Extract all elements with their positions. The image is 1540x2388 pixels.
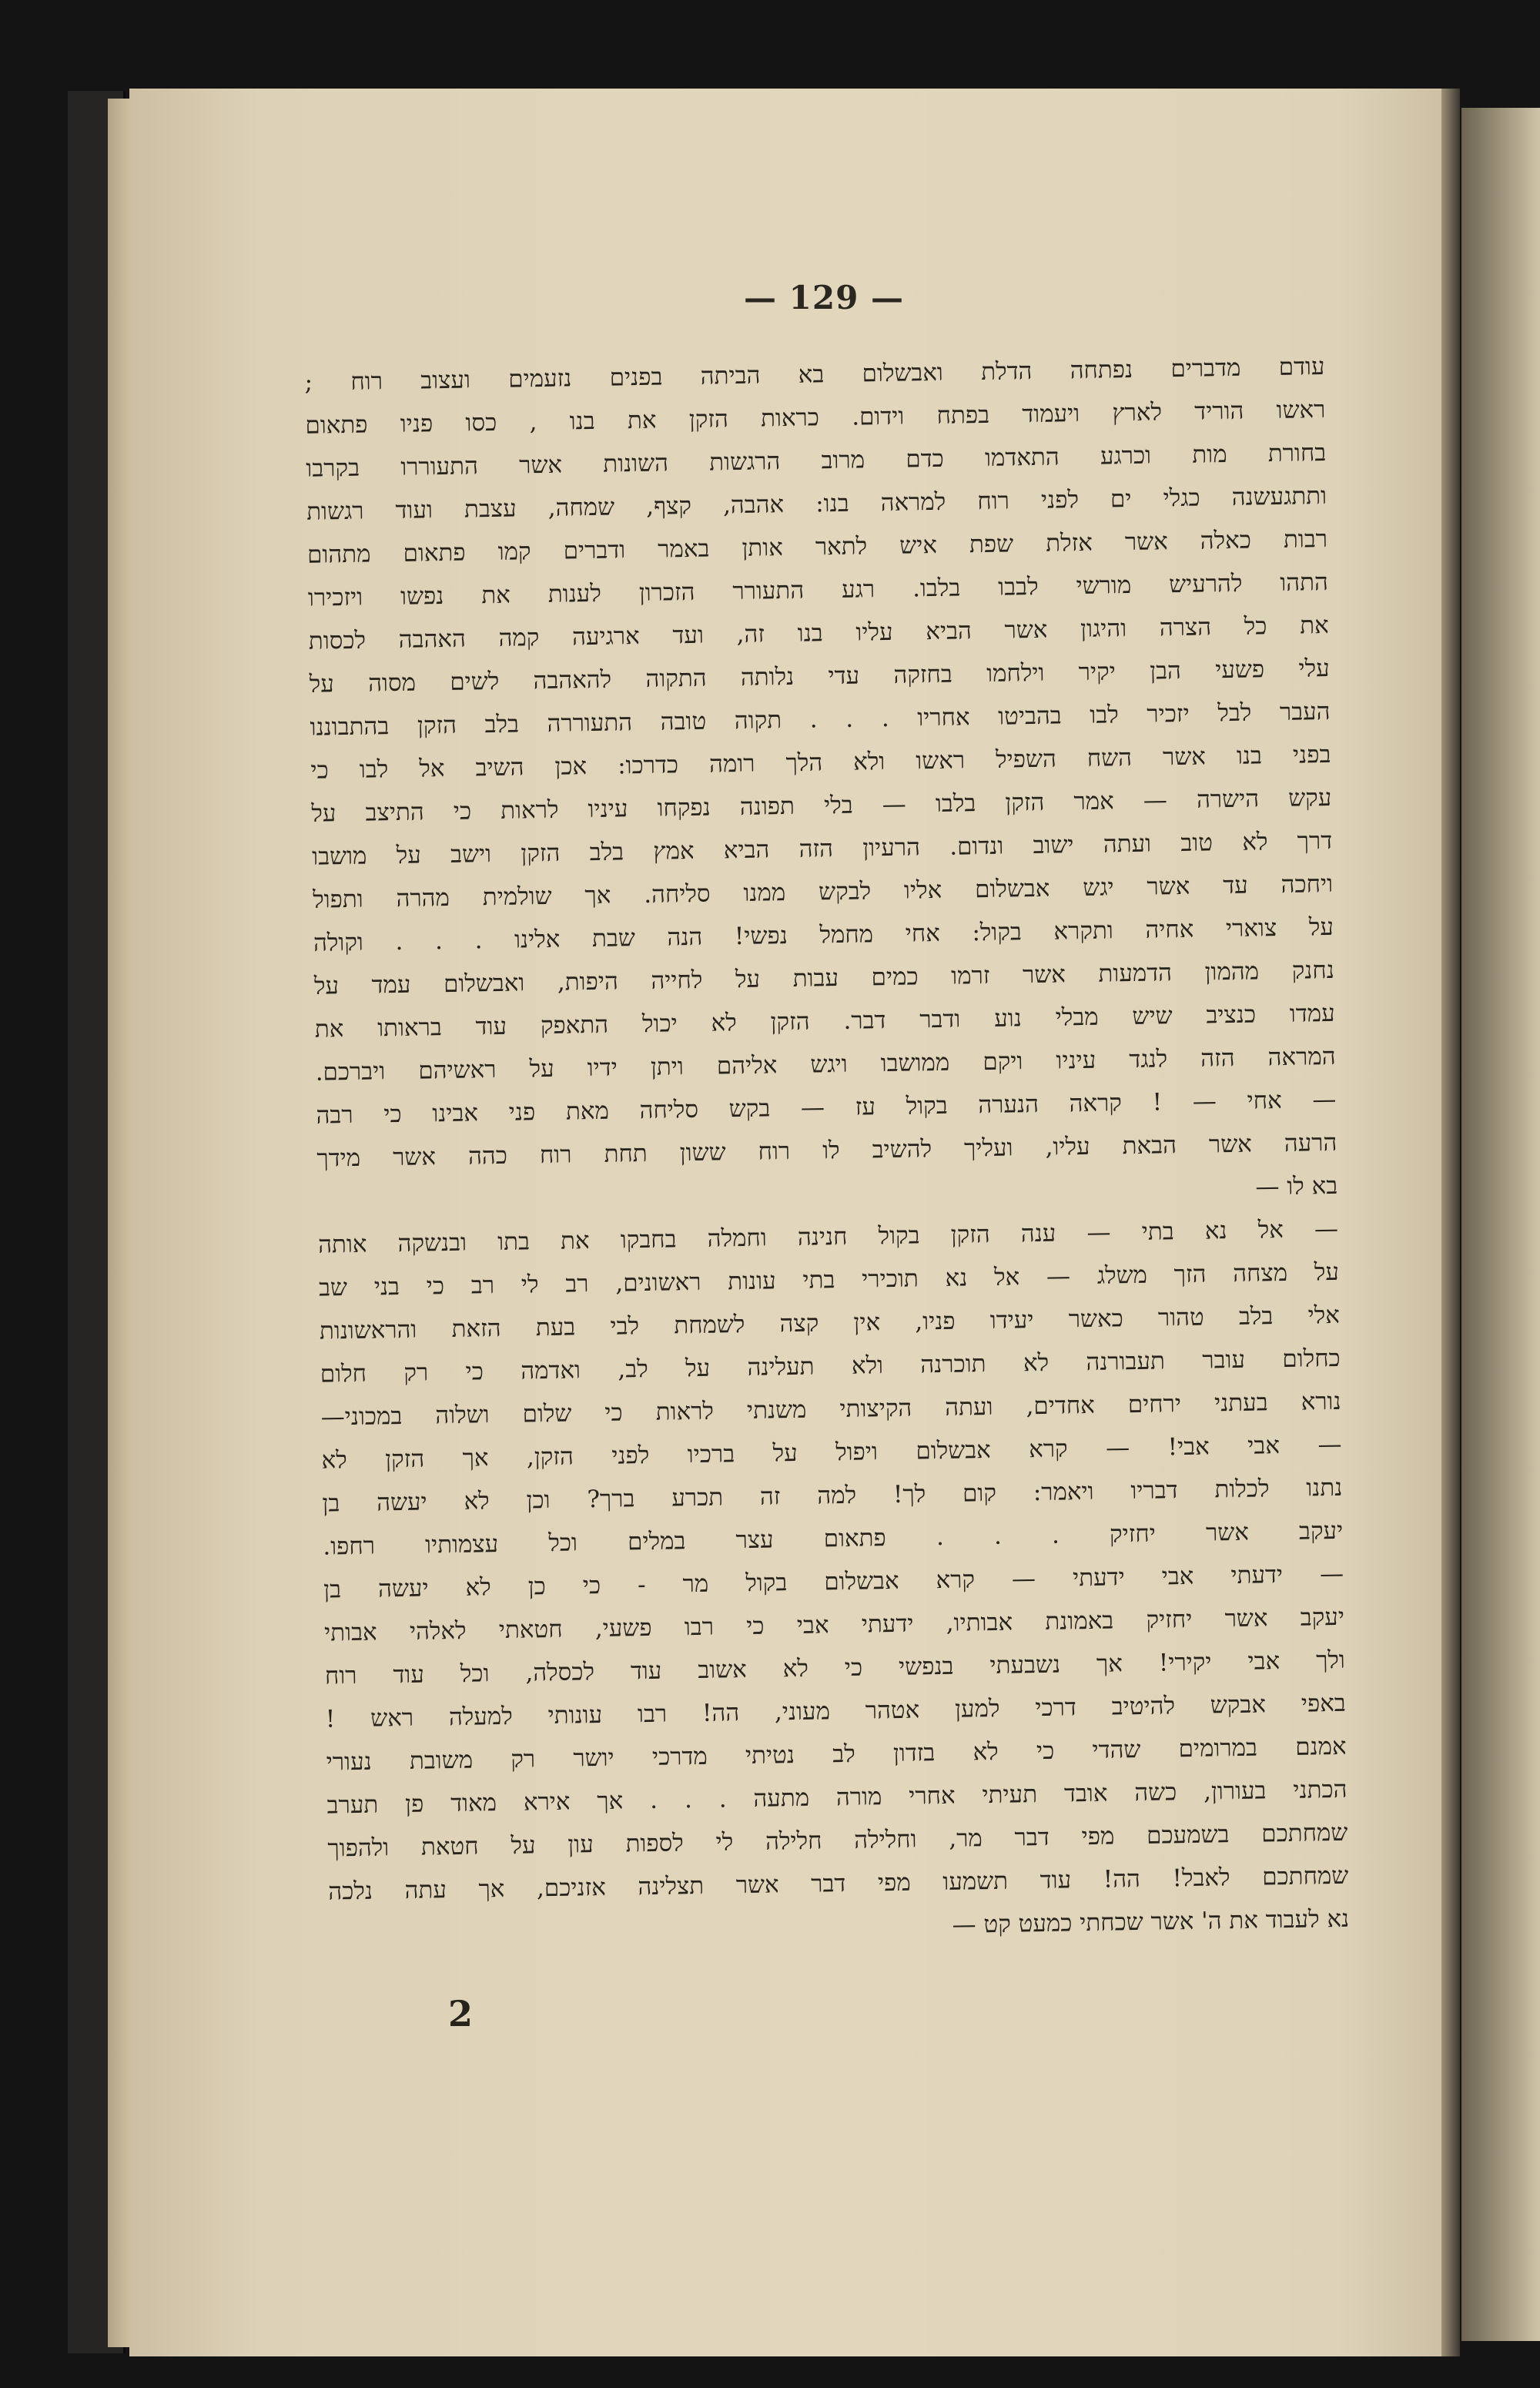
text-line: ולך אבי יקירי! אך נשבעתי בנפשי כי לא אשוב עוד לכסלה, וכל עוד רוח [324, 1646, 1346, 1690]
text-line: הכתני בעורון, כשה אובד תעיתי אחרי מורה מתעה . . . אך אירא מאוד פן תערב [326, 1775, 1348, 1820]
text-line: עלי פשעי הבן יקיר וילחמו בחזקה עדי נלותה התקוה להאהבה לשים מסוה על [309, 654, 1330, 698]
book-gutter [1441, 89, 1460, 2356]
facing-page-edge [1461, 108, 1540, 2341]
text-line: יעקב אשר יחזיק באמונת אבותיו, ידעתי אבי כי רבו פשעי, חטאתי לאלהי אבותי [323, 1603, 1345, 1647]
text-line: שמחתכם לאבל! הה! עוד תשמעו מפי דבר אשר תצלינה אזניכם, אך עתה נלכה [328, 1861, 1349, 1906]
text-line: נתנו לכלות דבריו ויאמר: קום לך! למה זה תכרע ברך? וכן לא יעשה בן [322, 1473, 1343, 1518]
text-line: שמחתכם בשמעכם מפי דבר מר, וחלילה חלילה לי לספות עון על חטאת ולהפוך [327, 1818, 1348, 1863]
text-line: בחורת מות וכרגע התאדמו כדם מרוב הרגשות השונות אשר התעוררו בקרבו [306, 438, 1327, 483]
text-line: רבות כאלה אשר אזלת שפת איש לתאר אותן באמר ודברים קמו פתאום מתהום [306, 524, 1328, 569]
page-number: — 129 — [744, 279, 904, 317]
text-line: על מצחה הזך משלג — אל נא תוכירי בתי עונות ראשונים, רב לי רב כי בני שב [318, 1258, 1340, 1302]
text-line: עקש הישרה — אמר הזקן בלבו — בלי תפונה נפקחו עיניו לראות כי התיצב על [311, 783, 1332, 828]
text-line: התהו להרעיש מורשי לבבו בלבו. רגע התעורר הזכרון לענות את נפשו ויזכירו [307, 568, 1329, 612]
text-line: בפני בנו אשר השח השפיל ראשו ולא הלך רומה כדרכו: אכן השיב אל לבו כי [310, 740, 1331, 785]
text-line: ותתגעשנה כגלי ים לפני רוח למראה בנו: אהבה, קצף, שמחה, עצבת ועוד רגשות [306, 481, 1327, 526]
text-line: ויחכה עד אשר יגש אבשלום אליו לבקש ממנו סליחה. אך שולמית מהרה ותפול [312, 869, 1334, 914]
text-line: — אחי — ! קראה הנערה בקול עז — בקש סליחה מאת פני אבינו כי רבה [316, 1085, 1337, 1130]
text-line: עודם מדברים נפתחה הדלת ואבשלום בא הביתה בפנים נזעמים ועצוב רוח ; [304, 352, 1325, 397]
text-line: דרך לא טוב ועתה ישוב ונדום. הרעיון הזה הביא אמץ בלב הזקן וישב על מושבו [311, 826, 1333, 871]
signature-mark: 2 [448, 1993, 474, 2035]
text-line: אלי בלב טהור כאשר יעידו פניו, אין קצה לשמחת לבי בעת הזאת והראשונות [319, 1301, 1341, 1345]
text-line: ראשו הוריד לארץ ויעמוד בפתח וידום. כראות הזקן את בנו , כסו פניו פתאום [305, 395, 1326, 440]
text-line: בא לו — [1255, 1171, 1338, 1201]
text-line: עמדו כנציב שיש מבלי נוע ודבר דבר. הזקן לא יכול התאפק עוד בראותו את [314, 999, 1335, 1043]
text-line: — ידעתי אבי ידעתי — קרא אבשלום בקול מר - כי כן לא יעשה בן [323, 1559, 1344, 1604]
text-line: נא לעבוד את ה' אשר שכחתי כמעט קט — [952, 1904, 1350, 1939]
text-line: את כל הצרה והיגון אשר הביא עליו בנו זה, ועד ארגיעה קמה האהבה לכסות [308, 611, 1330, 655]
text-line: כחלום עובר תעבורנה לא תוכרנה ולא תעלינה על לב, ואדמה כי רק חלום [320, 1344, 1341, 1388]
text-line: אמנם במרומים שהדי כי לא בזדון לב נטיתי מדרכי יושר רק משובת נעורי [326, 1732, 1347, 1777]
text-line: הרעה אשר הבאת עליו, ועליך להשיב לו רוח ששון תחת רוח כהה אשר מידך [316, 1128, 1337, 1173]
text-line: יעקב אשר יחזיק . . . פתאום עצר במלים וכל עצמותיו רחפו. [323, 1516, 1344, 1561]
text-line: העבר לבל יזכיר לבו בהביטו אחריו . . . תקוה טובה התעוררה בלב הזקן בהתבוננו [310, 697, 1331, 742]
text-line: — אל נא בתי — ענה הזקן בקול חנינה וחמלה בחבקו את בתו ובנשקה אותה [317, 1214, 1339, 1259]
text-line: באפי אבקש להיטיב דרכי למען אטהר מעוני, הה! רבו עונותי למעלה ראש ! [325, 1689, 1346, 1733]
text-line: על צוארי אחיה ותקרא בקול: אחי מחמל נפשי! הנה שבת אלינו . . . וקולה [313, 913, 1334, 957]
text-line: המראה הזה לנגד עיניו ויקם ממושבו ויגש אליהם ויתן ידיו על ראשיהם ויברכם. [315, 1042, 1336, 1087]
text-line: — אבי אבי! — קרא אבשלום ויפול על ברכיו לפני הזקן, אך הזקן לא [321, 1430, 1342, 1475]
page-text [304, 345, 1356, 2363]
text-line: נורא בעתני ירחים אחדים, ועתה הקיצותי משנתי לראות כי שלום ושלוה במכוני— [320, 1387, 1341, 1432]
text-line: נחנק מהמון הדמעות אשר זרמו כמים עבות על לחייה היפות, ואבשלום עמד על [313, 956, 1335, 1000]
